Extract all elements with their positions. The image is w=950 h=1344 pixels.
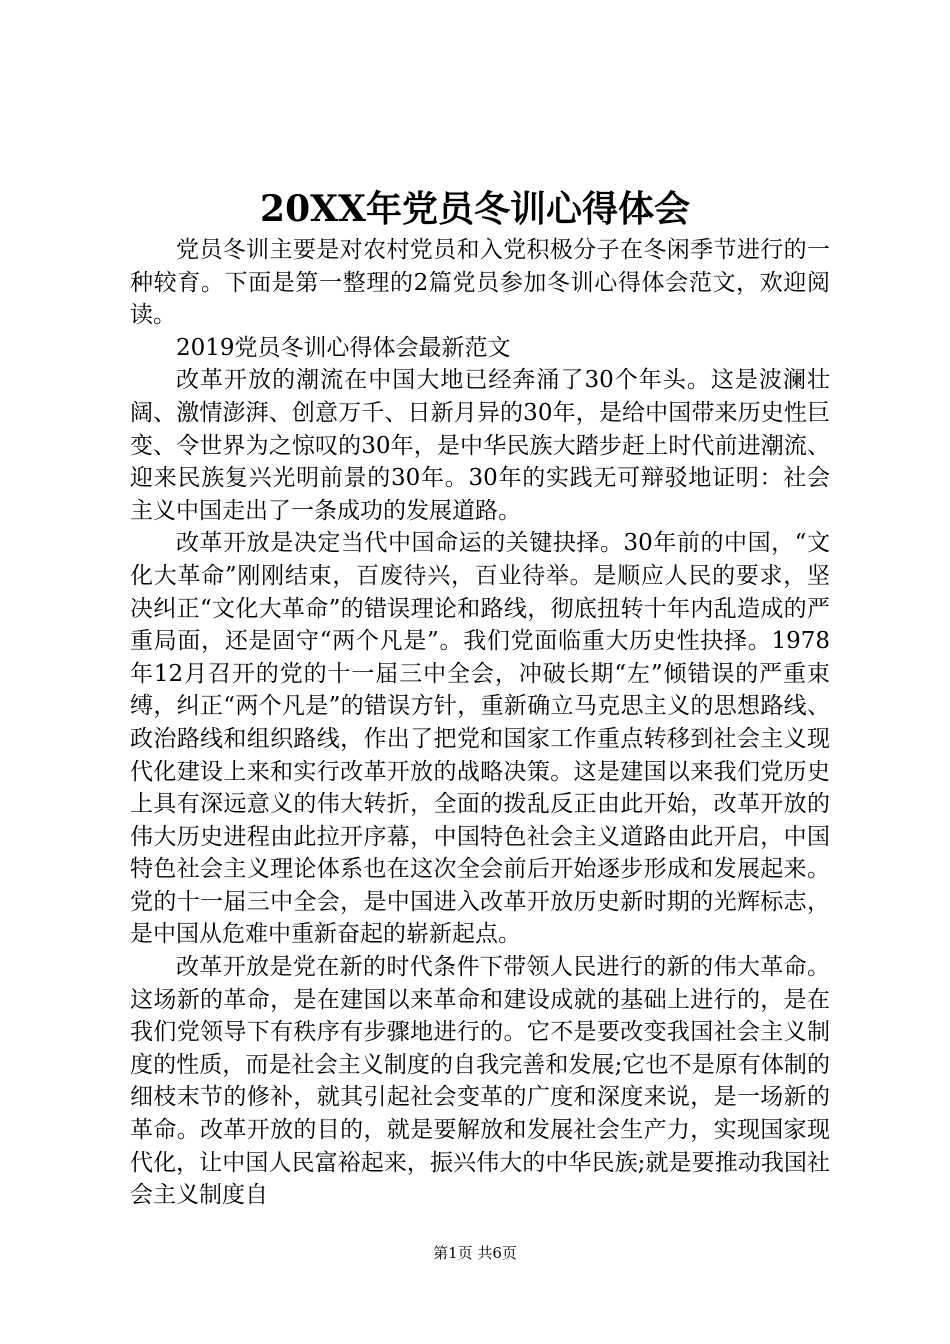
body-paragraph: 改革开放是党在新的时代条件下带领人民进行的新的伟大革命。这场新的革命，是在建国以来革命和建设成就的基础上进行的，是在我们党领导下有秩序有步骤地进行的。它不是要改变我国社会主义制度的性质，而是社会主义制度的自我完善和发展;它也不是原有体制的细枝末节的修补，就其引起社会变革的广度和深度来说，是一场新的革命。改革开放的目的，就是要解放和发展社会生产力，实现国家现代化，让中国人民富裕起来，振兴伟大的中华民族;就是要推动我国社会主义制度自: [130, 954, 830, 1209]
section-heading: 2019党员冬训心得体会最新范文: [176, 334, 511, 361]
document-title: 20XX年党员冬训心得体会: [260, 188, 690, 230]
body-paragraph: 改革开放是决定当代中国命运的关键抉择。30年前的中国，“文化大革命”刚刚结束，百废待兴，百业待举。是顺应人民的要求，坚决纠正“文化大革命”的错误理论和路线，彻底扭转十年内乱造成的严重局面，还是固守“两个凡是”。我们党面临重大历史性抉择。1978年12月召开的党的十一届三中全会，冲破长期“左”倾错误的严重束缚，纠正“两个凡是”的错误方针，重新确立马克思主义的思想路线、政治路线和组织路线，作出了把党和国家工作重点转移到社会主义现代化建设上来和实行改革开放的战略决策。这是建国以来我们党历史上具有深远意义的伟大转折，全面的拨乱反正由此开始，改革开放的伟大历史进程由此拉开序幕，中国特色社会主义道路由此开启，中国特色社会主义理论体系也在这次全会前后开始逐步形成和发展起来。党的十一届三中全会，是中国进入改革开放历史新时期的光辉标志，是中国从危难中重新奋起的崭新起点。: [130, 530, 830, 948]
body-paragraph: 改革开放的潮流在中国大地已经奔涌了30个年头。这是波澜壮阔、激情澎湃、创意万千、日新月异的30年，是给中国带来历史性巨变、令世界为之惊叹的30年，是中华民族大踏步赶上时代前进潮流、迎来民族复兴光明前景的30年。30年的实践无可辩驳地证明：社会主义中国走出了一条成功的发展道路。: [130, 367, 830, 524]
page-number-footer: 第1页 共6页: [433, 1244, 517, 1262]
document-body: [130, 234, 830, 1212]
intro-paragraph: 党员冬训主要是对农村党员和入党积极分子在冬闲季节进行的一种较育。下面是第一整理的2篇党员参加冬训心得体会范文，欢迎阅读。: [130, 237, 830, 329]
